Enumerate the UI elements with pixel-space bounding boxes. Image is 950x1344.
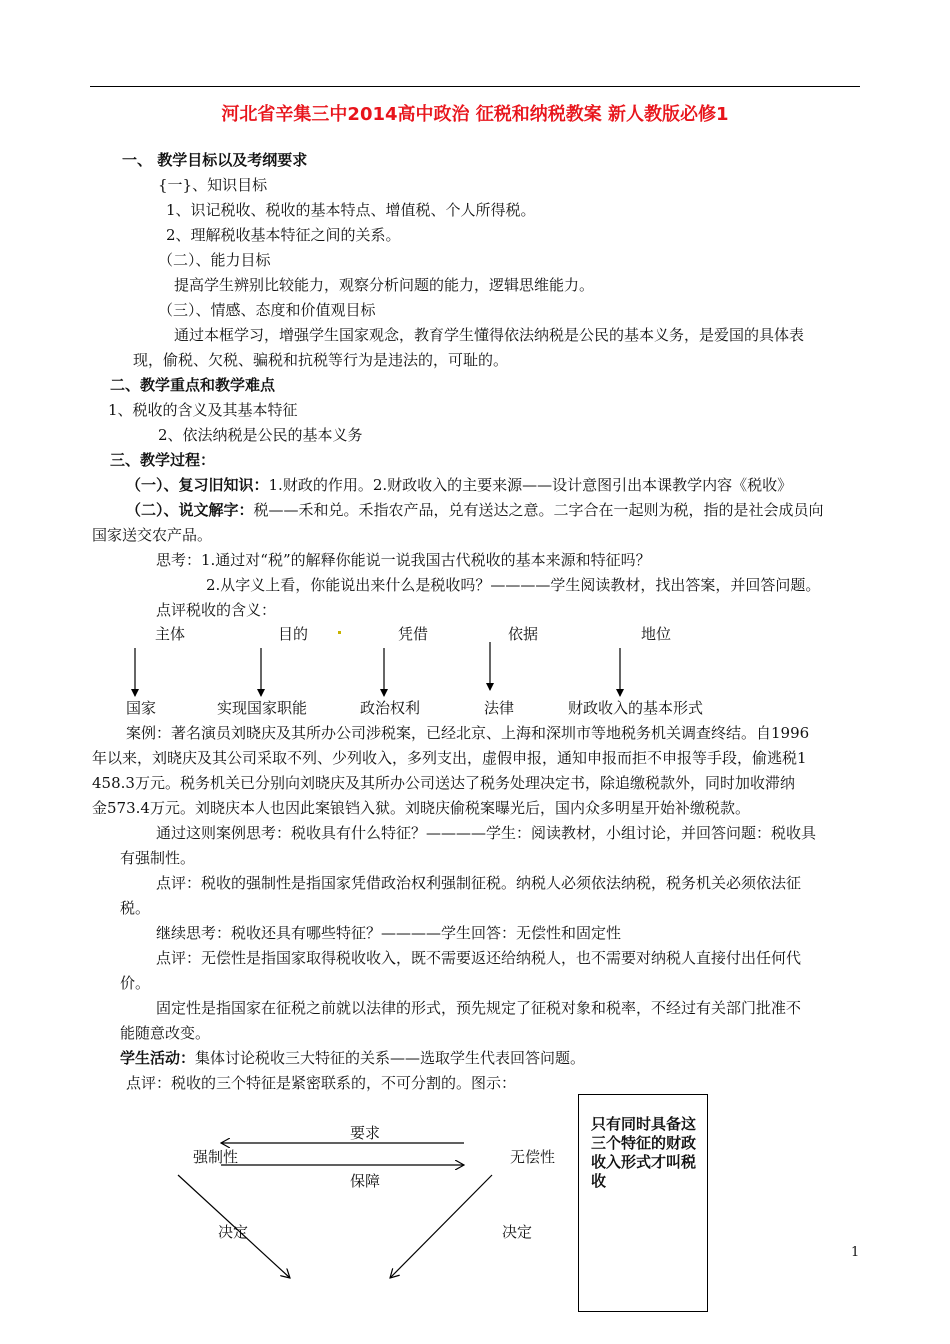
knowledge-goal-1: 1、识记税收、税收的基本特点、增值税、个人所得税。 (166, 201, 536, 219)
think-1: 思考：1.通过对“税”的解释你能说一说我国古代税收的基本来源和特征吗？ (156, 551, 651, 569)
triangle-guarantee-label: 保障 (350, 1172, 381, 1190)
comment-3a: 固定性是指国家在征税之前就以法律的形式，预先规定了征税对象和税率，不经过有关部门批准不 (156, 999, 802, 1017)
comment-3b: 能随意改变。 (120, 1024, 211, 1042)
diagram-top-grounds: 依据 (508, 625, 539, 643)
think-2: 2.从字义上看，你能说出来什么是税收吗？————学生阅读教材，找出答案，并回答问题。 (206, 576, 821, 594)
arrow-decide-right (390, 1175, 492, 1278)
diagram-bottom-power: 政治权利 (360, 699, 421, 717)
focus-2: 2、依法纳税是公民的基本义务 (158, 426, 363, 444)
comment-4: 点评：税收的三个特征是紧密联系的，不可分割的。图示： (126, 1074, 517, 1092)
question-2: 继续思考：税收还具有哪些特征？————学生回答：无偿性和固定性 (156, 924, 622, 942)
diagram-top-status: 地位 (641, 625, 672, 643)
ability-goal-1: 提高学生辨别比较能力，观察分析问题的能力，逻辑思维能力。 (174, 276, 595, 294)
section-1-heading: 一、 教学目标以及考纲要求 (122, 151, 308, 169)
diagram-top-basis: 凭借 (398, 625, 429, 643)
arrow-decide-left (178, 1175, 290, 1278)
comment-meaning: 点评税收的含义： (156, 601, 277, 619)
diagram-bottom-law: 法律 (484, 699, 515, 717)
case-line-2: 年以来，刘晓庆及其公司采取不列、少列收入，多列支出，虚假申报，通知申报而拒不申报等手段，偷逃税1 (92, 749, 807, 767)
page-number: 1 (851, 1245, 860, 1260)
comment-2b: 价。 (120, 974, 151, 992)
character-explain-label: （二）、说文解字： (126, 501, 254, 519)
character-explain-text: 税——禾和兑。禾指农产品，兑有送达之意。二字合在一起则为税，指的是社会成员向 (253, 501, 824, 519)
emotion-goal-1a: 通过本框学习，增强学生国家观念，教育学生懂得依法纳税是公民的基本义务，是爱国的具体表 (174, 326, 805, 344)
triangle-decide-left-label: 决定 (218, 1223, 249, 1241)
comment-1a: 点评：税收的强制性是指国家凭借政治权利强制征税。纳税人必须依法纳税，税务机关必须依法征 (156, 874, 802, 892)
question-1a: 通过这则案例思考：税收具有什么特征？————学生：阅读教材，小组讨论，并回答问题：税收具 (156, 824, 817, 842)
character-explain-text-2: 国家送交农产品。 (92, 526, 213, 544)
emotion-goal-heading: （三）、情感、态度和价值观目标 (158, 301, 376, 319)
three-features-note-text: 只有同时具备这三个特征的财政收入形式才叫税收 (591, 1115, 697, 1190)
triangle-require-label: 要求 (350, 1124, 381, 1142)
ability-goal-heading: （二）、能力目标 (158, 251, 271, 269)
case-line-4: 金573.4万元。刘晓庆本人也因此案锒铛入狱。刘晓庆偷税案曝光后，国内众多明星开始补缴税款。 (92, 799, 750, 817)
knowledge-goal-heading: {一}、知识目标 (158, 176, 268, 194)
diagram-bottom-state: 国家 (126, 699, 157, 717)
diagram-bottom-function: 实现国家职能 (217, 699, 308, 717)
review-text: 1.财政的作用。2.财政收入的主要来源——设计意图引出本课教学内容《税收》 (268, 476, 793, 494)
activity-label: 学生活动： (120, 1049, 196, 1067)
emotion-goal-1b: 现，偷税、欠税、骗税和抗税等行为是违法的，可耻的。 (133, 351, 509, 369)
diagram-bottom-form: 财政收入的基本形式 (568, 699, 704, 717)
triangle-decide-right-label: 决定 (502, 1223, 533, 1241)
focus-1: 1、税收的含义及其基本特征 (108, 401, 298, 419)
activity-text: 集体讨论税收三大特征的关系——选取学生代表回答问题。 (195, 1049, 586, 1067)
document-title: 河北省辛集三中2014高中政治 征税和纳税教案 新人教版必修1 (221, 104, 729, 125)
triangle-coercive-label: 强制性 (193, 1148, 239, 1166)
case-line-3: 458.3万元。税务机关已分别向刘晓庆及其所办公司送达了税务处理决定书，除追缴税款外，同时加收滞纳 (92, 774, 795, 792)
case-line-1: 案例：著名演员刘晓庆及其所办公司涉税案，已经北京、上海和深圳市等地税务机关调查终结。自1996 (126, 724, 810, 742)
knowledge-goal-2: 2、理解税收基本特征之间的关系。 (166, 226, 401, 244)
comment-1b: 税。 (120, 899, 151, 917)
question-1b: 有强制性。 (120, 849, 196, 867)
comment-2a: 点评：无偿性是指国家取得税收收入，既不需要返还给纳税人，也不需要对纳税人直接付出任何代 (156, 949, 802, 967)
review-label: （一）、复习旧知识： (126, 476, 269, 494)
triangle-gratuitous-label: 无偿性 (510, 1148, 556, 1166)
diagram-top-subject: 主体 (155, 625, 186, 643)
section-3-heading: 三、教学过程： (110, 451, 216, 469)
section-2-heading: 二、教学重点和教学难点 (110, 376, 276, 394)
diagram-top-purpose: 目的 (278, 625, 309, 643)
